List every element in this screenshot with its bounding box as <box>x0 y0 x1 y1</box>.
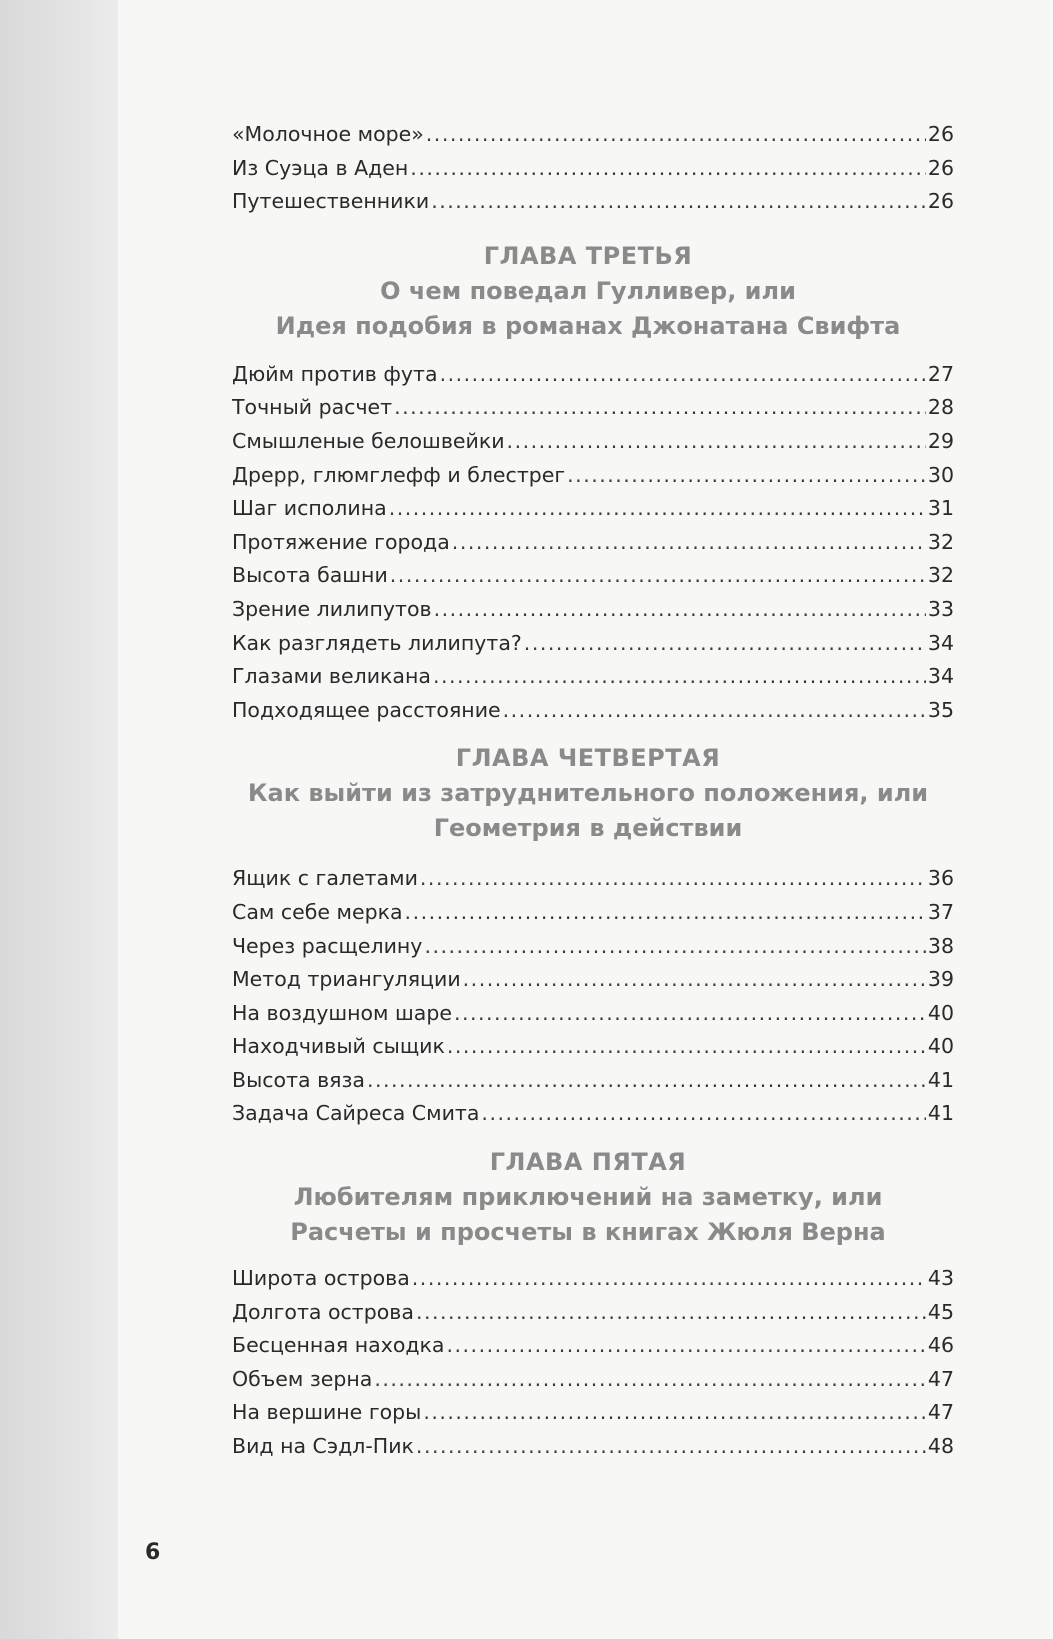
toc-entry-title: Дюйм против фута <box>232 361 438 386</box>
chapter5-entries <box>232 1262 954 1464</box>
toc-entry-page: 29 <box>927 428 954 453</box>
toc-entry-page: 32 <box>927 563 954 588</box>
toc-entry <box>232 1097 954 1131</box>
toc-entry-title: На вершине горы <box>232 1400 422 1425</box>
toc-entry-title: Смышленые белошвейки <box>232 428 505 453</box>
toc-entry-page: 35 <box>927 697 954 722</box>
toc-entry <box>232 627 954 661</box>
toc-entry-page: 28 <box>927 395 954 420</box>
toc-entry-page: 34 <box>927 630 954 655</box>
toc-entry <box>232 1262 954 1296</box>
dot-leader <box>434 593 926 627</box>
chapter-title-line: Расчеты и просчеты в книгах Жюля Верна <box>290 1218 886 1247</box>
toc-entry-title: Вид на Сэдл-Пик <box>232 1434 414 1459</box>
toc-entry-title: Точный расчет <box>232 395 393 420</box>
chapter-label: ГЛАВА ЧЕТВЕРТАЯ <box>455 744 721 773</box>
toc-entry <box>232 1430 954 1464</box>
toc-entry <box>232 997 954 1031</box>
page-number: 6 <box>145 1540 161 1565</box>
toc-entry-title: Как разглядеть лилипута? <box>232 630 522 655</box>
dot-leader <box>416 1430 926 1464</box>
toc-entry <box>232 1030 954 1064</box>
dot-leader <box>507 425 926 459</box>
intro-entries <box>232 118 954 219</box>
toc-entry <box>232 862 954 896</box>
toc-entry-title: Бесценная находка <box>232 1333 445 1358</box>
toc-entry-title: Через расщелину <box>232 933 423 958</box>
dot-leader <box>412 1262 926 1296</box>
toc-entry-title: Широта острова <box>232 1266 410 1291</box>
toc-entry-title: Шаг исполина <box>232 496 387 521</box>
dot-leader <box>416 1296 926 1330</box>
toc-entry-title: Глазами великана <box>232 664 431 689</box>
toc-entry-title: Задача Сайреса Смита <box>232 1101 480 1126</box>
toc-entry <box>232 391 954 425</box>
toc-entry-page: 41 <box>927 1067 954 1092</box>
toc-entry <box>232 492 954 526</box>
dot-leader <box>426 118 926 152</box>
toc-entry <box>232 1329 954 1363</box>
toc-entry <box>232 358 954 392</box>
chapter-heading-5 <box>222 1145 954 1250</box>
dot-leader <box>423 1396 926 1430</box>
dot-leader <box>481 1097 925 1131</box>
dot-leader <box>567 459 926 493</box>
dot-leader <box>447 1329 926 1363</box>
toc-entry-page: 33 <box>927 596 954 621</box>
toc-entry <box>232 526 954 560</box>
toc-entry-title: Высота башни <box>232 563 388 588</box>
toc-entry <box>232 425 954 459</box>
toc-entry <box>232 593 954 627</box>
toc-entry-page: 41 <box>927 1101 954 1126</box>
chapter-label: ГЛАВА ТРЕТЬЯ <box>483 241 693 270</box>
toc-entry-page: 34 <box>927 664 954 689</box>
dot-leader <box>463 963 926 997</box>
chapter-title-line: Любителям приключений на заметку, или <box>293 1183 883 1212</box>
toc-entry-title: Долгота острова <box>232 1299 414 1324</box>
toc-entry-page: 47 <box>927 1400 954 1425</box>
toc-entry <box>232 1396 954 1430</box>
toc-entry-page: 26 <box>927 189 954 214</box>
chapter-title-line: Как выйти из затруднительного положения, или <box>247 779 929 808</box>
toc-entry-page: 26 <box>927 155 954 180</box>
toc-entry-page: 45 <box>927 1299 954 1324</box>
toc-entry-title: Дрерр, глюмглефф и блестрег <box>232 462 566 487</box>
dot-leader <box>452 526 926 560</box>
toc-entry-page: 47 <box>927 1366 954 1391</box>
dot-leader <box>405 896 926 930</box>
toc-entry <box>232 152 954 186</box>
toc-entry-page: 48 <box>927 1434 954 1459</box>
dot-leader <box>433 660 926 694</box>
toc-entry-page: 36 <box>927 866 954 891</box>
dot-leader <box>389 492 926 526</box>
dot-leader <box>374 1363 926 1397</box>
dot-leader <box>394 391 926 425</box>
chapter-title-line: О чем поведал Гулливер, или <box>380 276 796 305</box>
chapter-title-line: Идея подобия в романах Джонатана Свифта <box>275 311 901 340</box>
chapter-title-line: Геометрия в действии <box>433 814 743 843</box>
toc-entry-page: 40 <box>927 1000 954 1025</box>
dot-leader <box>440 358 926 392</box>
toc-entry-title: Ящик с галетами <box>232 866 418 891</box>
toc-entry <box>232 185 954 219</box>
toc-entry-title: Метод триангуляции <box>232 967 461 992</box>
toc-entry-page: 32 <box>927 529 954 554</box>
toc-entry-page: 37 <box>927 899 954 924</box>
dot-leader <box>503 694 926 728</box>
table-of-contents <box>232 118 954 1464</box>
chapter-heading-4 <box>222 741 954 846</box>
toc-entry-page: 43 <box>927 1266 954 1291</box>
toc-entry-page: 40 <box>927 1034 954 1059</box>
dot-leader <box>390 559 926 593</box>
dot-leader <box>524 627 926 661</box>
toc-entry-title: Объем зерна <box>232 1366 373 1391</box>
toc-entry-page: 39 <box>927 967 954 992</box>
toc-entry-title: Путешественники <box>232 189 430 214</box>
dot-leader <box>424 930 925 964</box>
scan-edge-shadow <box>0 0 118 1639</box>
toc-entry-title: Протяжение города <box>232 529 450 554</box>
chapter-heading-3 <box>222 239 954 344</box>
toc-entry-title: Подходящее расстояние <box>232 697 501 722</box>
toc-entry-title: Сам себе мерка <box>232 899 403 924</box>
chapter-label: ГЛАВА ПЯТАЯ <box>489 1148 687 1177</box>
toc-entry <box>232 694 954 728</box>
toc-entry <box>232 459 954 493</box>
toc-entry-page: 26 <box>927 122 954 146</box>
chapter4-entries <box>232 862 954 1131</box>
toc-entry-page: 27 <box>927 361 954 386</box>
chapter3-entries <box>232 358 954 728</box>
dot-leader <box>420 862 926 896</box>
toc-entry <box>232 118 954 152</box>
toc-entry <box>232 963 954 997</box>
toc-entry <box>232 1296 954 1330</box>
toc-entry-title: Из Суэца в Аден <box>232 155 409 180</box>
toc-entry-title: Зрение лилипутов <box>232 596 432 621</box>
toc-entry <box>232 1363 954 1397</box>
toc-entry-title: Высота вяза <box>232 1067 365 1092</box>
toc-entry-page: 31 <box>927 496 954 521</box>
dot-leader <box>367 1064 926 1098</box>
toc-entry-title: Находчивый сыщик <box>232 1034 445 1059</box>
toc-entry-page: 46 <box>927 1333 954 1358</box>
toc-entry-page: 30 <box>927 462 954 487</box>
toc-entry <box>232 896 954 930</box>
toc-entry-title: «Молочное море» <box>232 122 424 146</box>
toc-entry <box>232 1064 954 1098</box>
toc-entry <box>232 660 954 694</box>
toc-entry-page: 38 <box>927 933 954 958</box>
toc-entry <box>232 930 954 964</box>
dot-leader <box>410 152 926 186</box>
toc-entry <box>232 559 954 593</box>
dot-leader <box>447 1030 926 1064</box>
toc-entry-title: На воздушном шаре <box>232 1000 452 1025</box>
dot-leader <box>431 185 926 219</box>
dot-leader <box>454 997 926 1031</box>
